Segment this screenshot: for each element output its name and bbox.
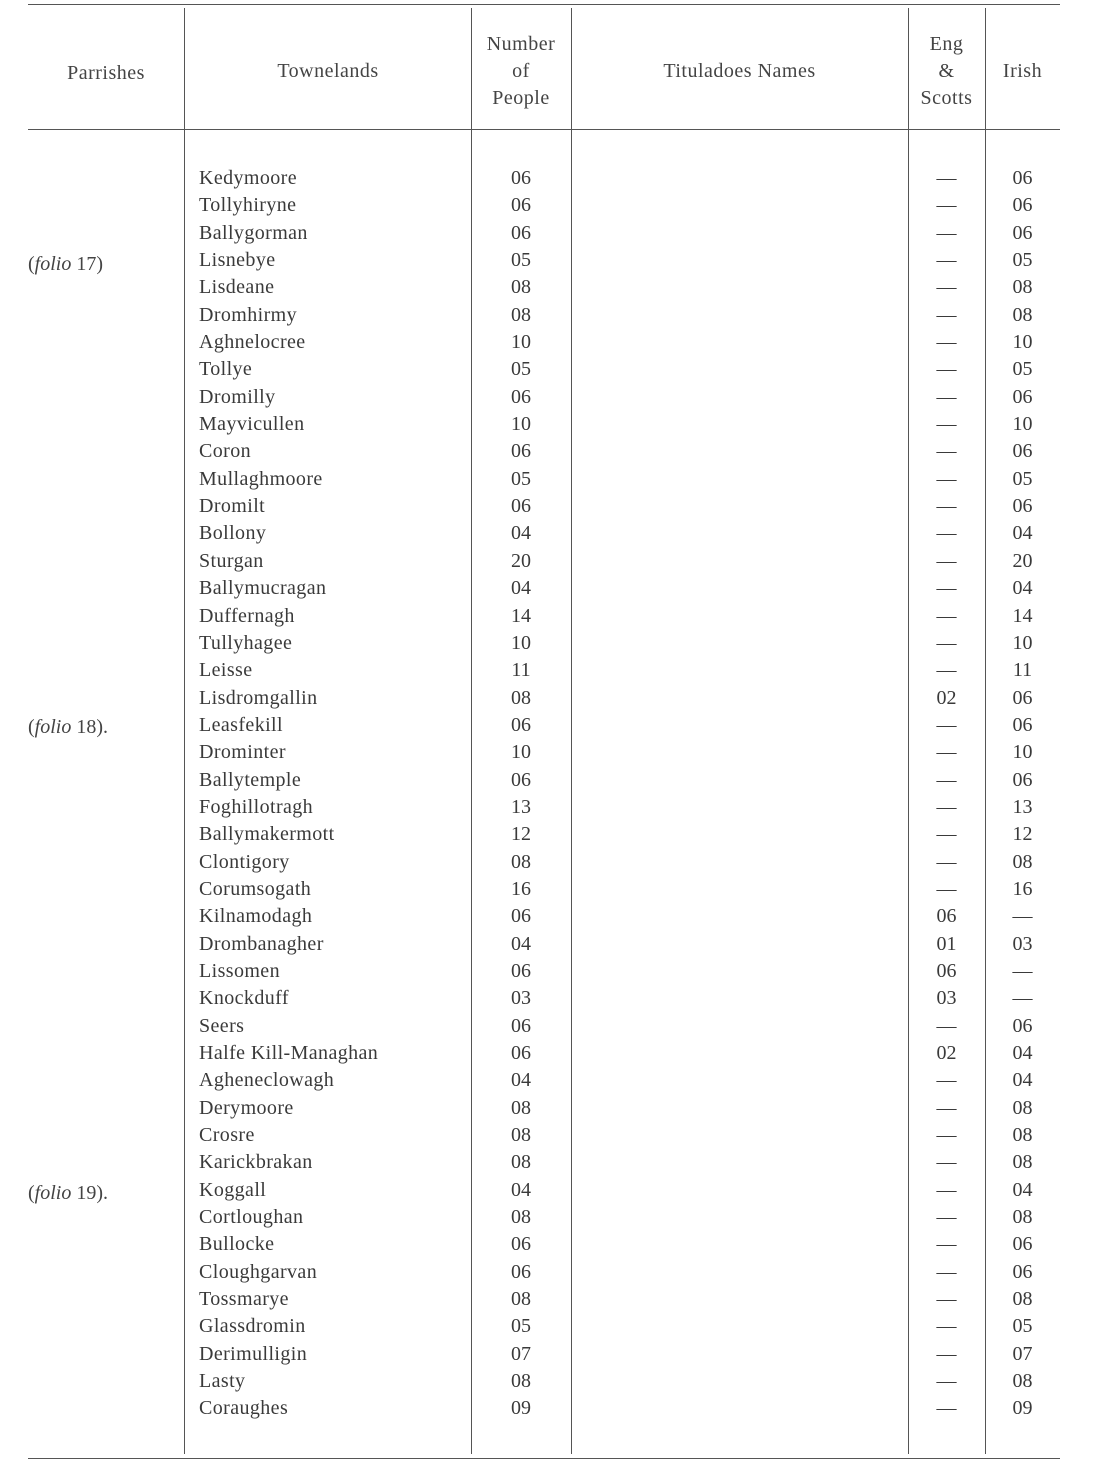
table-row — [0, 631, 1096, 658]
people-cell: 06 — [511, 1042, 531, 1064]
eng-scotts-cell: 01 — [936, 932, 957, 955]
header-number-of-people: Number of People — [486, 33, 556, 109]
table-row — [0, 221, 1096, 248]
irish-cell: 05 — [1012, 358, 1033, 381]
irish-cell: 08 — [1012, 1124, 1033, 1147]
people-cell: 10 — [511, 413, 531, 436]
table-row — [0, 1014, 1096, 1041]
eng-scotts-cell: — — [936, 1370, 957, 1393]
people-cell: 10 — [511, 631, 531, 654]
folio-note: (folio 19). — [28, 1182, 109, 1204]
table-row — [0, 549, 1096, 576]
table-row — [0, 385, 1096, 412]
townland-cell: Derimulligin — [199, 1342, 308, 1365]
table-row — [0, 768, 1096, 795]
irish-cell: 08 — [1012, 1370, 1033, 1393]
eng-scotts-cell: — — [936, 522, 957, 545]
eng-scotts-cell: — — [936, 631, 957, 654]
eng-scotts-cell: — — [936, 194, 957, 217]
people-cell: 06 — [511, 440, 531, 463]
eng-scotts-cell: — — [936, 1342, 957, 1365]
irish-cell: 06 — [1012, 385, 1033, 408]
townland-cell: Dromilt — [199, 495, 266, 518]
townland-cell: Corumsogath — [199, 877, 312, 900]
irish-cell: 08 — [1012, 1206, 1033, 1229]
table-row — [0, 822, 1096, 849]
irish-cell: 05 — [1012, 1315, 1033, 1338]
townland-cell: Derymoore — [199, 1096, 294, 1119]
townland-cell: Drombanagher — [199, 932, 324, 955]
table-row — [0, 303, 1096, 330]
people-cell: 04 — [511, 522, 531, 545]
irish-cell: 12 — [1012, 823, 1033, 846]
eng-scotts-cell: — — [936, 1178, 957, 1201]
table-row — [0, 604, 1096, 631]
townland-cell: Tossmarye — [199, 1288, 289, 1311]
table-row — [0, 1068, 1096, 1095]
people-cell: 06 — [511, 194, 531, 217]
eng-scotts-cell: — — [936, 303, 957, 326]
people-cell: 04 — [511, 577, 531, 600]
townland-cell: Leisse — [199, 659, 253, 682]
townland-cell: Bollony — [199, 522, 267, 545]
eng-scotts-cell: 02 — [936, 686, 957, 709]
people-cell: 05 — [511, 358, 531, 381]
eng-scotts-cell: 03 — [936, 987, 957, 1010]
irish-cell: — — [1012, 905, 1033, 928]
table-row — [0, 193, 1096, 220]
eng-scotts-cell: 06 — [936, 959, 957, 982]
people-cell: 14 — [511, 604, 531, 627]
townland-cell: Ballytemple — [199, 768, 302, 791]
irish-cell: 04 — [1012, 1178, 1033, 1201]
people-cell: 08 — [511, 1206, 531, 1229]
people-cell: 04 — [511, 1178, 531, 1201]
townland-cell: Aghnelocree — [199, 331, 306, 354]
table-row — [0, 1260, 1096, 1287]
townland-cell: Halfe Kill-Managhan — [199, 1042, 379, 1064]
eng-scotts-cell: — — [936, 1096, 957, 1119]
table-row — [0, 357, 1096, 384]
irish-cell: 08 — [1012, 1096, 1033, 1119]
people-cell: 05 — [511, 467, 531, 490]
irish-cell: 16 — [1012, 877, 1033, 900]
eng-scotts-cell: — — [936, 577, 957, 600]
irish-cell: 06 — [1012, 167, 1033, 189]
table-row — [0, 521, 1096, 548]
irish-cell: 10 — [1012, 631, 1033, 654]
people-cell: 13 — [511, 795, 531, 818]
irish-cell: 03 — [1012, 932, 1033, 955]
table-row — [0, 1287, 1096, 1314]
eng-scotts-cell: — — [936, 331, 957, 354]
people-cell: 05 — [511, 249, 531, 272]
people-cell: 06 — [511, 713, 531, 736]
table-row — [0, 1342, 1096, 1369]
table-row — [0, 494, 1096, 521]
eng-scotts-cell: — — [936, 1014, 957, 1037]
irish-cell: — — [1012, 987, 1033, 1010]
table-row — [0, 1041, 1096, 1068]
eng-scotts-cell: — — [936, 1315, 957, 1338]
header-tituladoes: Tituladoes Names — [663, 60, 816, 82]
table-row — [0, 330, 1096, 357]
folio-note: (folio 18). — [28, 716, 109, 738]
eng-scotts-cell: — — [936, 221, 957, 244]
table-row — [0, 877, 1096, 904]
people-cell: 06 — [511, 1014, 531, 1037]
irish-cell: 08 — [1012, 276, 1033, 299]
people-cell: 06 — [511, 221, 531, 244]
eng-scotts-cell: 06 — [936, 905, 957, 928]
people-cell: 08 — [511, 276, 531, 299]
table-row — [0, 904, 1096, 931]
table-row — [0, 686, 1096, 713]
irish-cell: 06 — [1012, 1233, 1033, 1256]
people-cell: 04 — [511, 932, 531, 955]
table-row — [0, 850, 1096, 877]
table-row — [0, 740, 1096, 767]
people-cell: 12 — [511, 823, 531, 846]
townland-cell: Ballygorman — [199, 221, 308, 244]
irish-cell: 04 — [1012, 522, 1033, 545]
top-rule — [28, 4, 1060, 5]
table-row — [0, 713, 1096, 740]
people-cell: 08 — [511, 1370, 531, 1393]
eng-scotts-cell: — — [936, 713, 957, 736]
irish-cell: 05 — [1012, 249, 1033, 272]
people-cell: 06 — [511, 1233, 531, 1256]
people-cell: 06 — [511, 905, 531, 928]
people-cell: 06 — [511, 495, 531, 518]
townland-cell: Bullocke — [199, 1233, 275, 1256]
townland-cell: Koggall — [199, 1178, 267, 1201]
irish-cell: 06 — [1012, 1260, 1033, 1283]
people-cell: 06 — [511, 1260, 531, 1283]
irish-cell: 08 — [1012, 1288, 1033, 1311]
people-cell: 06 — [511, 959, 531, 982]
eng-scotts-cell: — — [936, 495, 957, 518]
irish-cell: 08 — [1012, 850, 1033, 873]
eng-scotts-cell: — — [936, 276, 957, 299]
townland-cell: Foghillotragh — [199, 795, 314, 818]
irish-cell: 06 — [1012, 686, 1033, 709]
table-row — [0, 412, 1096, 439]
irish-cell: 06 — [1012, 768, 1033, 791]
townland-cell: Mullaghmoore — [199, 467, 323, 490]
townland-cell: Seers — [199, 1014, 245, 1037]
irish-cell: 10 — [1012, 413, 1033, 436]
table-row — [0, 1150, 1096, 1177]
townland-cell: Kilnamodagh — [199, 905, 313, 928]
table-row — [0, 467, 1096, 494]
header-parishes: Parrishes — [67, 62, 145, 84]
eng-scotts-cell: — — [936, 768, 957, 791]
townland-cell: Lisdromgallin — [199, 686, 318, 709]
eng-scotts-cell: — — [936, 167, 957, 189]
eng-scotts-cell: — — [936, 1151, 957, 1174]
people-cell: 09 — [511, 1397, 531, 1420]
irish-cell: 08 — [1012, 1151, 1033, 1174]
bottom-rule — [28, 1458, 1060, 1459]
header-eng-scotts: Eng & Scotts — [920, 33, 973, 109]
table-row — [0, 1123, 1096, 1150]
townland-cell: Cortloughan — [199, 1206, 304, 1229]
eng-scotts-cell: — — [936, 1397, 957, 1420]
people-cell: 11 — [511, 659, 531, 682]
irish-cell: 04 — [1012, 577, 1033, 600]
irish-cell: — — [1012, 959, 1033, 982]
folio-note: (folio 17) — [28, 253, 104, 275]
townland-cell: Lasty — [199, 1370, 246, 1393]
townland-cell: Leasfekill — [199, 713, 283, 736]
eng-scotts-cell: — — [936, 1124, 957, 1147]
header-rule — [28, 129, 1060, 130]
table-row — [0, 986, 1096, 1013]
irish-cell: 04 — [1012, 1069, 1033, 1092]
townland-table-body — [0, 166, 1096, 1424]
townland-cell: Dromilly — [199, 385, 276, 408]
irish-cell: 09 — [1012, 1397, 1033, 1420]
people-cell: 16 — [511, 877, 531, 900]
eng-scotts-cell: — — [936, 659, 957, 682]
irish-cell: 04 — [1012, 1042, 1033, 1064]
eng-scotts-cell: — — [936, 823, 957, 846]
people-cell: 06 — [511, 768, 531, 791]
irish-cell: 13 — [1012, 795, 1033, 818]
townland-cell: Karickbrakan — [199, 1151, 313, 1174]
header-townlands: Townelands — [277, 60, 379, 82]
townland-cell: Tullyhagee — [199, 631, 293, 654]
eng-scotts-cell: — — [936, 549, 957, 572]
header-irish: Irish — [1002, 60, 1043, 82]
townland-cell: Duffernagh — [199, 604, 295, 627]
people-cell: 08 — [511, 1124, 531, 1147]
table-row — [0, 1178, 1096, 1205]
irish-cell: 05 — [1012, 467, 1033, 490]
irish-cell: 06 — [1012, 440, 1033, 463]
table-row — [0, 576, 1096, 603]
table-row — [0, 166, 1096, 193]
people-cell: 08 — [511, 1096, 531, 1119]
table-row — [0, 248, 1096, 275]
table-row — [0, 932, 1096, 959]
eng-scotts-cell: — — [936, 467, 957, 490]
eng-scotts-cell: — — [936, 604, 957, 627]
eng-scotts-cell: — — [936, 413, 957, 436]
irish-cell: 14 — [1012, 604, 1033, 627]
irish-cell: 11 — [1012, 659, 1033, 682]
eng-scotts-cell: — — [936, 795, 957, 818]
townland-cell: Agheneclowagh — [199, 1069, 335, 1092]
eng-scotts-cell: — — [936, 385, 957, 408]
table-row — [0, 658, 1096, 685]
table-row — [0, 1096, 1096, 1123]
townland-cell: Mayvicullen — [199, 413, 305, 436]
eng-scotts-cell: — — [936, 1233, 957, 1256]
irish-cell: 06 — [1012, 221, 1033, 244]
table-row — [0, 1232, 1096, 1259]
people-cell: 10 — [511, 741, 531, 764]
townland-cell: Lisnebye — [199, 249, 276, 272]
townland-cell: Tollyhiryne — [199, 194, 297, 217]
people-cell: 10 — [511, 331, 531, 354]
irish-cell: 06 — [1012, 194, 1033, 217]
people-cell: 06 — [511, 167, 531, 189]
townland-cell: Glassdromin — [199, 1315, 306, 1338]
townland-cell: Lisdeane — [199, 276, 275, 299]
irish-cell: 06 — [1012, 495, 1033, 518]
townland-cell: Sturgan — [199, 549, 264, 572]
table-row — [0, 1396, 1096, 1423]
people-cell: 08 — [511, 686, 531, 709]
townland-cell: Lissomen — [199, 959, 280, 982]
townland-cell: Knockduff — [199, 987, 289, 1010]
people-cell: 08 — [511, 850, 531, 873]
irish-cell: 07 — [1012, 1342, 1033, 1365]
townland-cell: Kedymoore — [199, 167, 298, 189]
townland-cell: Cloughgarvan — [199, 1260, 318, 1283]
eng-scotts-cell: — — [936, 249, 957, 272]
table-row — [0, 1369, 1096, 1396]
irish-cell: 20 — [1012, 549, 1033, 572]
people-cell: 20 — [511, 549, 531, 572]
people-cell: 05 — [511, 1315, 531, 1338]
townland-cell: Dromhirmy — [199, 303, 298, 326]
eng-scotts-cell: — — [936, 1206, 957, 1229]
eng-scotts-cell: 02 — [936, 1042, 957, 1064]
eng-scotts-cell: — — [936, 850, 957, 873]
eng-scotts-cell: — — [936, 1288, 957, 1311]
townland-cell: Drominter — [199, 741, 286, 764]
people-cell: 03 — [511, 987, 531, 1010]
irish-cell: 06 — [1012, 713, 1033, 736]
table-row — [0, 795, 1096, 822]
people-cell: 08 — [511, 1151, 531, 1174]
eng-scotts-cell: — — [936, 741, 957, 764]
people-cell: 08 — [511, 303, 531, 326]
irish-cell: 10 — [1012, 331, 1033, 354]
townland-cell: Ballymakermott — [199, 823, 335, 846]
people-cell: 08 — [511, 1288, 531, 1311]
people-cell: 07 — [511, 1342, 531, 1365]
people-cell: 04 — [511, 1069, 531, 1092]
irish-cell: 10 — [1012, 741, 1033, 764]
townland-cell: Coraughes — [199, 1397, 289, 1420]
townland-cell: Ballymucragan — [199, 577, 327, 600]
table-row — [0, 959, 1096, 986]
townland-cell: Crosre — [199, 1124, 255, 1147]
people-cell: 06 — [511, 385, 531, 408]
eng-scotts-cell: — — [936, 358, 957, 381]
townland-cell: Tollye — [199, 358, 253, 381]
eng-scotts-cell: — — [936, 440, 957, 463]
eng-scotts-cell: — — [936, 1260, 957, 1283]
eng-scotts-cell: — — [936, 877, 957, 900]
townland-cell: Clontigory — [199, 850, 290, 873]
table-row — [0, 1205, 1096, 1232]
townland-cell: Coron — [199, 440, 251, 463]
table-row — [0, 275, 1096, 302]
eng-scotts-cell: — — [936, 1069, 957, 1092]
table-row — [0, 439, 1096, 466]
table-row — [0, 1314, 1096, 1341]
irish-cell: 08 — [1012, 303, 1033, 326]
irish-cell: 06 — [1012, 1014, 1033, 1037]
